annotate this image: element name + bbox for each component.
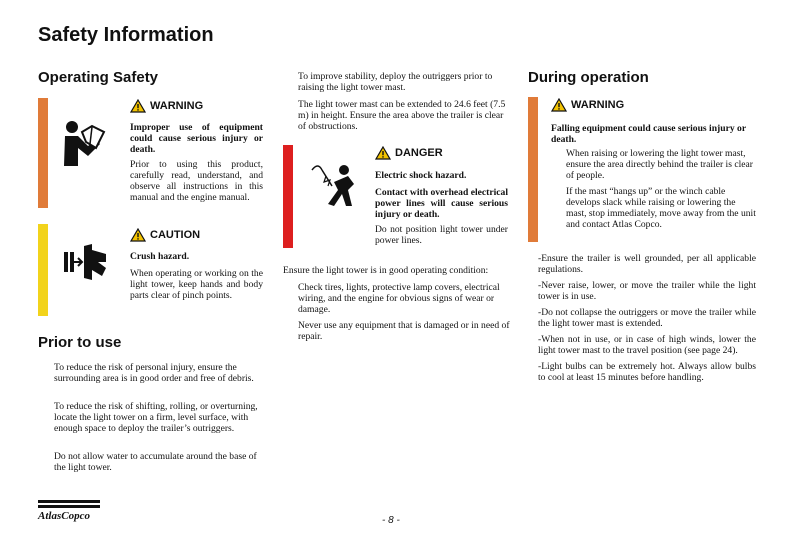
page-title: Safety Information xyxy=(38,24,214,46)
falling-warning-body-2: If the mast “hangs up” or the winch cable develops slack while raising or lowering the mast, stop immediately, move away from the unit and contact Atlas Copco. xyxy=(566,186,756,230)
caution-label: CAUTION xyxy=(150,229,201,241)
condition-item-2: Never use any equipment that is damaged or in need of repair. xyxy=(298,320,510,342)
warning-body: Prior to using this product, carefully read, understand, and observe all instructions in this manual and the engine manual. xyxy=(130,159,263,203)
danger-bold-title: Electric shock hazard. xyxy=(375,170,467,181)
logo-bar-bottom xyxy=(38,505,100,508)
crush-hazard-icon xyxy=(62,240,110,284)
operation-item: -Do not collapse the outriggers or move the trailer while the light tower mast is extended. xyxy=(538,307,756,329)
danger-header xyxy=(375,146,443,160)
during-operation-heading: During operation xyxy=(528,69,649,86)
prior-para-1: To reduce the risk of personal injury, ensure the surrounding area is in good order and free of debris. xyxy=(54,362,254,384)
operation-item: -Ensure the trailer is well grounded, per all applicable regulations. xyxy=(538,253,756,275)
mast-height-para: The light tower mast can be extended to 24.6 feet (7.5 m) in height. Ensure the area above the trailer is clear of obstructions. xyxy=(298,99,506,132)
falling-warning-bold-text: Falling equipment could cause serious injury or death. xyxy=(551,123,746,145)
caution-bold-text: Crush hazard. xyxy=(130,251,190,262)
warning-bar xyxy=(38,98,48,208)
danger-bold-text: Contact with overhead electrical power lines will cause serious injury or death. xyxy=(375,187,508,220)
caution-body: When operating or working on the light tower, keep hands and body parts clear of pinch points. xyxy=(130,268,263,301)
caution-bar xyxy=(38,224,48,316)
electric-shock-icon xyxy=(308,160,360,210)
falling-warning-triangle-icon xyxy=(551,98,567,112)
danger-bar xyxy=(283,145,293,248)
prior-para-3: Do not allow water to accumulate around the base of the light tower. xyxy=(54,451,257,473)
falling-warning-label: WARNING xyxy=(571,99,625,111)
warning-header xyxy=(130,99,203,113)
prior-to-use-heading: Prior to use xyxy=(38,334,122,351)
atlas-copco-logo xyxy=(38,500,100,522)
caution-triangle-icon xyxy=(130,228,146,242)
outriggers-para: To improve stability, deploy the outriggers prior to raising the light tower mast. xyxy=(298,71,493,93)
condition-item-1: Check tires, lights, protective lamp covers, electrical wiring, and the engine for obvious signs of wear or damage. xyxy=(298,282,500,315)
operation-item: -Never raise, lower, or move the trailer while the light tower is in use. xyxy=(538,280,756,302)
falling-warning-body-1: When raising or lowering the light tower mast, ensure the area directly behind the trailer is clear of people. xyxy=(566,148,753,181)
falling-warning-header xyxy=(551,98,624,112)
operation-list xyxy=(538,253,756,388)
condition-lead: Ensure the light tower is in good operating condition: xyxy=(283,265,489,276)
warning-triangle-icon xyxy=(130,99,146,113)
logo-bar-top xyxy=(38,500,100,503)
page-number: - 8 - xyxy=(382,515,400,526)
prior-para-2: To reduce the risk of shifting, rolling, or overturning, locate the light tower on a firm, level surface, with enough space to deploy the trailer’s outriggers. xyxy=(54,401,258,434)
operation-item: -When not in use, or in case of high winds, lower the light tower mast to the travel position (see page 24). xyxy=(538,334,756,356)
logo-text: AtlasCopco xyxy=(38,510,90,522)
warning-bold-text: Improper use of equipment could cause serious injury or death. xyxy=(130,122,263,155)
operating-safety-heading: Operating Safety xyxy=(38,69,159,86)
read-manual-icon xyxy=(62,118,106,168)
operation-item: -Light bulbs can be extremely hot. Always allow bulbs to cool at least 15 minutes before handling. xyxy=(538,361,756,383)
danger-body: Do not position light tower under power lines. xyxy=(375,224,508,246)
danger-label: DANGER xyxy=(395,147,443,159)
danger-triangle-icon xyxy=(375,146,391,160)
falling-warning-bar xyxy=(528,97,538,242)
warning-label: WARNING xyxy=(150,100,204,112)
caution-header xyxy=(130,228,200,242)
